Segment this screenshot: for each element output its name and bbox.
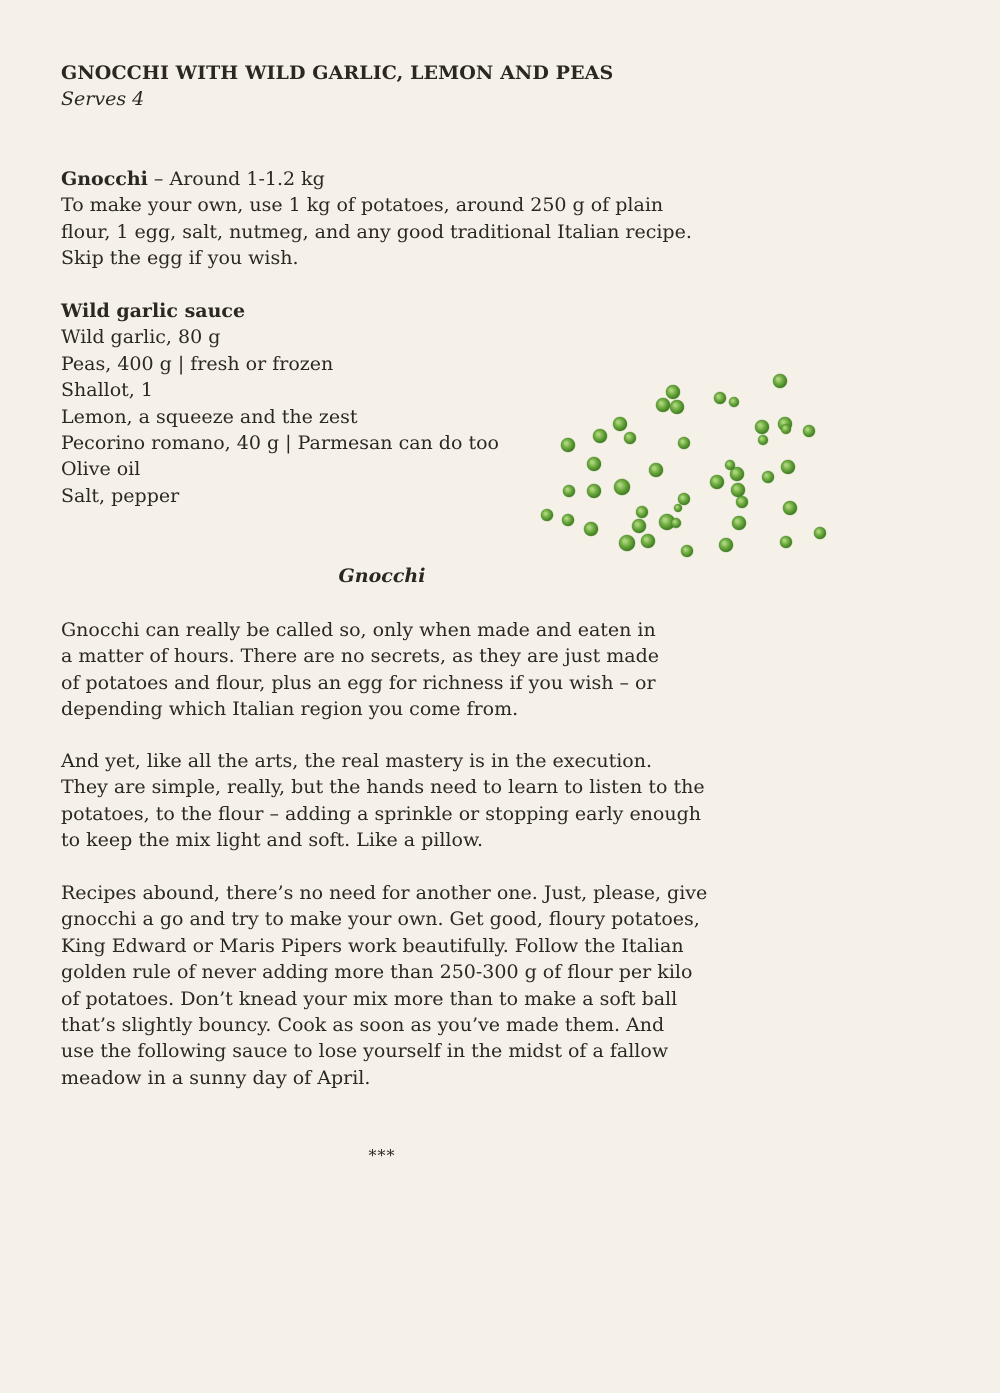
- pea-icon: [710, 475, 724, 489]
- pea-icon: [593, 429, 607, 443]
- gnocchi-note-line: To make your own, use 1 kg of potatoes, around 250 g of plain: [61, 194, 664, 217]
- sauce-heading: Wild garlic sauce: [61, 300, 246, 322]
- pea-icon: [587, 484, 601, 498]
- pea-highlight: [783, 426, 786, 429]
- sauce-ingredient: Lemon, a squeeze and the zest: [61, 405, 358, 428]
- sauce-ingredient: Peas, 400 g | fresh or frozen: [61, 352, 334, 375]
- recipe-serves: Serves 4: [61, 88, 145, 110]
- peas-group: [541, 374, 826, 557]
- paragraph-line: meadow in a sunny day of April.: [61, 1066, 371, 1089]
- pea-icon: [781, 424, 791, 434]
- pea-highlight: [713, 478, 717, 482]
- pea-icon: [562, 514, 574, 526]
- pea-icon: [731, 483, 745, 497]
- pea-icon: [614, 479, 630, 495]
- pea-icon: [563, 485, 575, 497]
- paragraph-1: [61, 617, 721, 723]
- pea-highlight: [596, 432, 600, 436]
- pea-highlight: [817, 530, 820, 533]
- pea-highlight: [733, 470, 737, 474]
- pea-icon: [681, 545, 693, 557]
- pea-icon: [755, 420, 769, 434]
- paragraph-line: of potatoes and flour, plus an egg for richness if you wish – or: [61, 671, 656, 694]
- pea-highlight: [544, 512, 547, 515]
- pea-highlight: [760, 437, 763, 440]
- pea-highlight: [727, 462, 730, 465]
- pea-highlight: [639, 509, 642, 512]
- pea-icon: [587, 457, 601, 471]
- paragraph-3: [61, 880, 721, 1091]
- pea-highlight: [758, 423, 762, 427]
- pea-icon: [678, 493, 690, 505]
- pea-highlight: [673, 403, 677, 407]
- pea-highlight: [644, 537, 648, 541]
- section-divider: ***: [368, 1146, 396, 1165]
- pea-icon: [670, 400, 684, 414]
- pea-icon: [674, 504, 682, 512]
- pea-icon: [780, 536, 792, 548]
- paragraph-line: They are simple, really, but the hands need to learn to listen to the: [61, 776, 705, 799]
- paragraph-line: golden rule of never adding more than 250-300 g of flour per kilo: [61, 961, 693, 984]
- pea-icon: [758, 435, 768, 445]
- sauce-ingredient: Salt, pepper: [61, 484, 180, 507]
- paragraph-line: gnocchi a go and try to make your own. Get good, floury potatoes,: [61, 908, 700, 931]
- pea-highlight: [722, 541, 726, 545]
- pea-icon: [541, 509, 553, 521]
- pea-highlight: [590, 487, 594, 491]
- pea-icon: [678, 437, 690, 449]
- pea-icon: [762, 471, 774, 483]
- paragraph-line: to keep the mix light and soft. Like a pillow.: [61, 829, 483, 852]
- paragraph-line: depending which Italian region you come from.: [61, 698, 519, 721]
- gnocchi-ingredient-amount: – Around 1-1.2 kg: [147, 168, 325, 190]
- sauce-ingredient: Wild garlic, 80 g: [61, 326, 221, 349]
- gnocchi-ingredient-line: [61, 166, 721, 192]
- gnocchi-ingredient-name: Gnocchi: [61, 168, 148, 190]
- section-heading: Gnocchi: [338, 565, 426, 587]
- pea-highlight: [739, 499, 742, 502]
- pea-icon: [814, 527, 826, 539]
- pea-icon: [781, 460, 795, 474]
- paragraph-line: use the following sauce to lose yourself in the midst of a fallow: [61, 1040, 669, 1063]
- pea-highlight: [617, 482, 621, 486]
- pea-icon: [783, 501, 797, 515]
- pea-icon: [561, 438, 575, 452]
- pea-highlight: [566, 488, 569, 491]
- paragraph-line: of potatoes. Don’t knead your mix more than to make a soft ball: [61, 987, 678, 1010]
- pea-icon: [584, 522, 598, 536]
- pea-highlight: [765, 474, 768, 477]
- pea-highlight: [565, 517, 568, 520]
- peas-illustration-icon: [530, 365, 830, 570]
- pea-highlight: [590, 460, 594, 464]
- gnocchi-note-line: flour, 1 egg, salt, nutmeg, and any good traditional Italian recipe.: [61, 220, 692, 243]
- pea-highlight: [673, 520, 676, 523]
- paragraph-line: Gnocchi can really be called so, only when made and eaten in: [61, 619, 656, 641]
- pea-highlight: [564, 441, 568, 445]
- pea-highlight: [662, 517, 666, 521]
- pea-icon: [719, 538, 733, 552]
- paragraph-line: And yet, like all the arts, the real mastery is in the execution.: [61, 750, 652, 772]
- pea-highlight: [776, 377, 780, 381]
- pea-highlight: [635, 522, 639, 526]
- pea-highlight: [659, 401, 663, 405]
- pea-icon: [636, 506, 648, 518]
- pea-icon: [671, 518, 681, 528]
- sauce-ingredient: Shallot, 1: [61, 379, 153, 402]
- pea-icon: [624, 432, 636, 444]
- paragraph-line: King Edward or Maris Pipers work beautifully. Follow the Italian: [61, 934, 684, 957]
- pea-icon: [656, 398, 670, 412]
- pea-icon: [641, 534, 655, 548]
- paragraph-line: Recipes abound, there’s no need for another one. Just, please, give: [61, 882, 708, 904]
- sauce-ingredient: Olive oil: [61, 458, 141, 481]
- gnocchi-ingredient-block: [61, 166, 721, 272]
- pea-highlight: [731, 399, 734, 402]
- pea-highlight: [681, 496, 684, 499]
- recipe-header: [61, 60, 721, 112]
- pea-icon: [736, 496, 748, 508]
- pea-icon: [632, 519, 646, 533]
- pea-icon: [803, 425, 815, 437]
- pea-highlight: [627, 435, 630, 438]
- paragraph-line: potatoes, to the flour – adding a sprinkle or stopping early enough: [61, 802, 701, 825]
- pea-highlight: [616, 420, 620, 424]
- pea-icon: [613, 417, 627, 431]
- pea-highlight: [587, 525, 591, 529]
- pea-icon: [649, 463, 663, 477]
- paragraph-2: [61, 748, 721, 854]
- pea-highlight: [681, 440, 684, 443]
- paragraph-line: a matter of hours. There are no secrets, as they are just made: [61, 645, 660, 668]
- pea-highlight: [684, 548, 687, 551]
- sauce-ingredient: Pecorino romano, 40 g | Parmesan can do too: [61, 432, 499, 455]
- pea-highlight: [783, 539, 786, 542]
- pea-highlight: [784, 463, 788, 467]
- gnocchi-note-line: Skip the egg if you wish.: [61, 247, 299, 270]
- pea-highlight: [734, 486, 738, 490]
- pea-highlight: [717, 395, 720, 398]
- pea-icon: [773, 374, 787, 388]
- pea-icon: [714, 392, 726, 404]
- pea-highlight: [622, 538, 626, 542]
- pea-highlight: [652, 466, 656, 470]
- pea-icon: [666, 385, 680, 399]
- pea-highlight: [806, 428, 809, 431]
- pea-icon: [725, 460, 735, 470]
- pea-icon: [732, 516, 746, 530]
- pea-highlight: [669, 388, 673, 392]
- pea-icon: [729, 397, 739, 407]
- pea-highlight: [676, 506, 678, 508]
- paragraph-line: that’s slightly bouncy. Cook as soon as you’ve made them. And: [61, 1014, 665, 1037]
- recipe-title: GNOCCHI WITH WILD GARLIC, LEMON AND PEAS: [61, 62, 614, 84]
- pea-icon: [619, 535, 635, 551]
- pea-highlight: [786, 504, 790, 508]
- pea-highlight: [735, 519, 739, 523]
- pea-highlight: [781, 420, 785, 424]
